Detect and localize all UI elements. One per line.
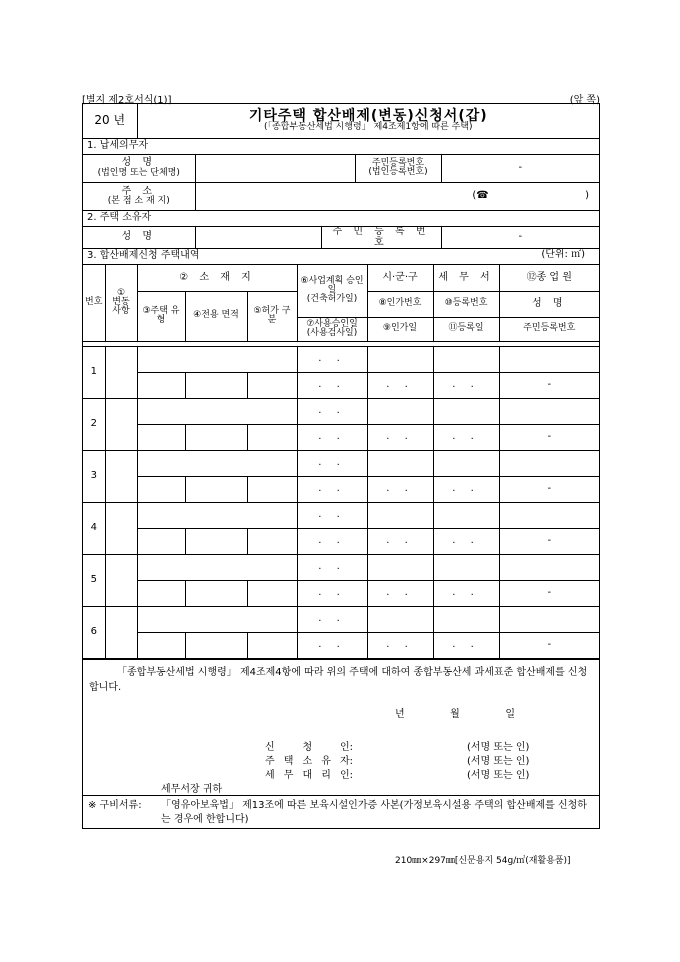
taxpayer-id-field[interactable]: - xyxy=(441,155,599,183)
permit-date-cell[interactable]: . . xyxy=(367,424,433,450)
permit-date-cell[interactable]: . . xyxy=(367,580,433,606)
type-cell[interactable] xyxy=(137,424,185,450)
type-cell[interactable] xyxy=(137,528,185,554)
location-cell[interactable] xyxy=(137,554,297,580)
taxpayer-address-label: 주 소 (본 점 소 재 지) xyxy=(83,183,195,211)
taxpayer-name-label: 성 명 (법인명 또는 단체명) xyxy=(83,155,195,183)
permit-date-cell[interactable]: . . xyxy=(367,632,433,658)
employee-id-cell[interactable]: - xyxy=(499,528,599,554)
location-cell[interactable] xyxy=(137,346,297,372)
row-number: 3 xyxy=(83,450,105,502)
use-date-cell[interactable]: . . xyxy=(297,528,367,554)
owner-label: 주 택 소 유 자: xyxy=(265,755,353,767)
table-row xyxy=(83,528,599,554)
employee-name-cell[interactable] xyxy=(499,398,599,424)
housing-table xyxy=(83,265,599,659)
required-documents-note: ※ 구비서류: 「영유아보육법」 제13조에 따른 보육시설인가증 사본(가정보육시설용 주택의 합산배제를 신청하는 경우에 한합니다) xyxy=(83,795,599,828)
area-cell[interactable] xyxy=(185,372,247,398)
permit-date-cell[interactable]: . . xyxy=(367,528,433,554)
declaration-block xyxy=(83,659,599,795)
location-cell[interactable] xyxy=(137,606,297,632)
use-date-cell[interactable]: . . xyxy=(297,424,367,450)
permit-no-cell[interactable] xyxy=(367,606,433,632)
reg-no-cell[interactable] xyxy=(433,346,499,372)
area-cell[interactable] xyxy=(185,476,247,502)
row-number: 1 xyxy=(83,346,105,398)
year-field[interactable]: 20 년 xyxy=(83,104,137,138)
table-row xyxy=(83,372,599,398)
permit-type-cell[interactable] xyxy=(247,372,297,398)
plan-date-cell[interactable]: . . xyxy=(297,554,367,580)
plan-date-cell[interactable]: . . xyxy=(297,606,367,632)
permit-no-cell[interactable] xyxy=(367,554,433,580)
type-cell[interactable] xyxy=(137,476,185,502)
permit-type-cell[interactable] xyxy=(247,632,297,658)
application-form xyxy=(82,103,600,829)
col-employee-header: ⑫종 업 원 xyxy=(499,265,599,291)
date-line: 년 월 일 xyxy=(395,708,515,720)
reg-no-cell[interactable] xyxy=(433,554,499,580)
page-side: (앞 쪽) xyxy=(569,95,600,106)
owner-name-field[interactable] xyxy=(195,227,321,249)
use-date-cell[interactable]: . . xyxy=(297,580,367,606)
section-owner-label: 2. 주택 소유자 xyxy=(83,211,599,227)
change-cell[interactable] xyxy=(105,554,137,606)
row-number: 2 xyxy=(83,398,105,450)
col-change-header: ① 변동 사항 xyxy=(105,265,137,341)
table-row xyxy=(83,606,599,632)
employee-id-cell[interactable]: - xyxy=(499,372,599,398)
employee-name-cell[interactable] xyxy=(499,606,599,632)
location-cell[interactable] xyxy=(137,398,297,424)
change-cell[interactable] xyxy=(105,346,137,398)
change-cell[interactable] xyxy=(105,398,137,450)
location-cell[interactable] xyxy=(137,502,297,528)
row-number: 6 xyxy=(83,606,105,658)
change-cell[interactable] xyxy=(105,606,137,658)
reg-date-cell[interactable]: . . xyxy=(433,372,499,398)
plan-date-cell[interactable]: . . xyxy=(297,398,367,424)
applicant-label: 신 청 인: xyxy=(265,741,353,753)
paper-spec: 210㎜×297㎜[신문용지 54g/㎡(재활용품)] xyxy=(395,856,571,866)
reg-date-cell[interactable]: . . xyxy=(433,424,499,450)
permit-type-cell[interactable] xyxy=(247,580,297,606)
col-location-header: ② 소 재 지 xyxy=(137,265,297,291)
col-permit-date-header: ⑨인가일 xyxy=(367,317,433,341)
employee-name-cell[interactable] xyxy=(499,450,599,476)
employee-name-cell[interactable] xyxy=(499,502,599,528)
col-plan-approval-header: ⑥사업계획 승인일 (건축허가일) xyxy=(297,265,367,317)
table-row xyxy=(83,580,599,606)
col-type-header: ③주택 유형 xyxy=(137,291,185,341)
applicant-sign[interactable]: (서명 또는 인) xyxy=(467,741,530,753)
permit-type-cell[interactable] xyxy=(247,476,297,502)
col-taxoffice-header: 세 무 서 xyxy=(433,265,499,291)
section-housing-label: 3. 합산배제신청 주택내역 (단위: ㎡) xyxy=(83,249,599,265)
owner-name-label: 성 명 xyxy=(83,227,195,249)
col-employee-id-header: 주민등록번호 xyxy=(499,317,599,341)
form-subtitle: (「종합부동산세법 시행령」 제4조제1항에 따른 주택) xyxy=(263,122,473,133)
type-cell[interactable] xyxy=(137,580,185,606)
agent-sign[interactable]: (서명 또는 인) xyxy=(467,769,530,781)
col-area-header: ④전용 면적 xyxy=(185,291,247,341)
employee-id-cell[interactable]: - xyxy=(499,580,599,606)
taxpayer-address-field[interactable]: (☎ ) xyxy=(195,183,599,211)
table-row xyxy=(83,398,599,424)
declaration-text: 「종합부동산세법 시행령」 제4조제4항에 따라 위의 주택에 대하여 종합부동산세 과세표준 합산배제를 신청합니다. xyxy=(89,666,588,693)
permit-type-cell[interactable] xyxy=(247,424,297,450)
plan-date-cell[interactable]: . . xyxy=(297,502,367,528)
reg-date-cell[interactable]: . . xyxy=(433,476,499,502)
owner-id-label: 주 민 등 록 번 호 xyxy=(321,227,441,249)
col-permit-no-header: ⑧인가번호 xyxy=(367,291,433,317)
plan-date-cell[interactable]: . . xyxy=(297,346,367,372)
area-cell[interactable] xyxy=(185,424,247,450)
use-date-cell[interactable]: . . xyxy=(297,476,367,502)
owner-sign[interactable]: (서명 또는 인) xyxy=(467,755,530,767)
area-cell[interactable] xyxy=(185,528,247,554)
employee-name-cell[interactable] xyxy=(499,346,599,372)
plan-date-cell[interactable]: . . xyxy=(297,450,367,476)
permit-type-cell[interactable] xyxy=(247,528,297,554)
employee-id-cell[interactable]: - xyxy=(499,424,599,450)
table-row xyxy=(83,450,599,476)
use-date-cell[interactable]: . . xyxy=(297,372,367,398)
table-row xyxy=(83,632,599,658)
permit-date-cell[interactable]: . . xyxy=(367,476,433,502)
employee-name-cell[interactable] xyxy=(499,554,599,580)
form-title: 기타주택 합산배제(변동)신청서(갑) xyxy=(248,107,488,124)
permit-date-cell[interactable]: . . xyxy=(367,372,433,398)
col-city-header: 시·군·구 xyxy=(367,265,433,291)
table-row xyxy=(83,502,599,528)
owner-id-field[interactable]: - xyxy=(441,227,599,249)
table-row xyxy=(83,424,599,450)
permit-no-cell[interactable] xyxy=(367,398,433,424)
row-number: 5 xyxy=(83,554,105,606)
permit-no-cell[interactable] xyxy=(367,502,433,528)
reg-date-cell[interactable]: . . xyxy=(433,632,499,658)
form-number: [별지 제2호서식(1)] xyxy=(82,95,172,106)
table-row xyxy=(83,554,599,580)
area-cell[interactable] xyxy=(185,580,247,606)
area-cell[interactable] xyxy=(185,632,247,658)
unit-label: (단위: ㎡) xyxy=(541,249,585,260)
reg-date-cell[interactable]: . . xyxy=(433,528,499,554)
row-number: 4 xyxy=(83,502,105,554)
reg-no-cell[interactable] xyxy=(433,502,499,528)
table-row xyxy=(83,476,599,502)
change-cell[interactable] xyxy=(105,502,137,554)
agent-label: 세 무 대 리 인: xyxy=(265,769,353,781)
type-cell[interactable] xyxy=(137,632,185,658)
permit-no-cell[interactable] xyxy=(367,450,433,476)
col-permit-type-header: ⑤허가 구분 xyxy=(247,291,297,341)
col-use-approval-header: ⑦사용승인일 (사용검사일) xyxy=(297,317,367,341)
col-reg-no-header: ⑩등록번호 xyxy=(433,291,499,317)
section-taxpayer-label: 1. 납세의무자 xyxy=(83,139,599,155)
type-cell[interactable] xyxy=(137,372,185,398)
employee-id-cell[interactable]: - xyxy=(499,632,599,658)
taxpayer-name-field[interactable] xyxy=(195,155,355,183)
use-date-cell[interactable]: . . xyxy=(297,632,367,658)
col-reg-date-header: ⑪등록일 xyxy=(433,317,499,341)
reg-no-cell[interactable] xyxy=(433,606,499,632)
change-cell[interactable] xyxy=(105,450,137,502)
table-row xyxy=(83,346,599,372)
taxpayer-id-label: 주민등록번호 (법인등록번호) xyxy=(355,155,441,183)
phone-label: (☎ xyxy=(472,190,489,202)
reg-no-cell[interactable] xyxy=(433,450,499,476)
employee-id-cell[interactable]: - xyxy=(499,476,599,502)
col-number-header: 번호 xyxy=(83,265,105,341)
reg-date-cell[interactable]: . . xyxy=(433,580,499,606)
reg-no-cell[interactable] xyxy=(433,398,499,424)
permit-no-cell[interactable] xyxy=(367,346,433,372)
col-employee-name-header: 성 명 xyxy=(499,291,599,317)
location-cell[interactable] xyxy=(137,450,297,476)
tax-office-addressee: 세무서장 귀하 xyxy=(161,783,223,795)
